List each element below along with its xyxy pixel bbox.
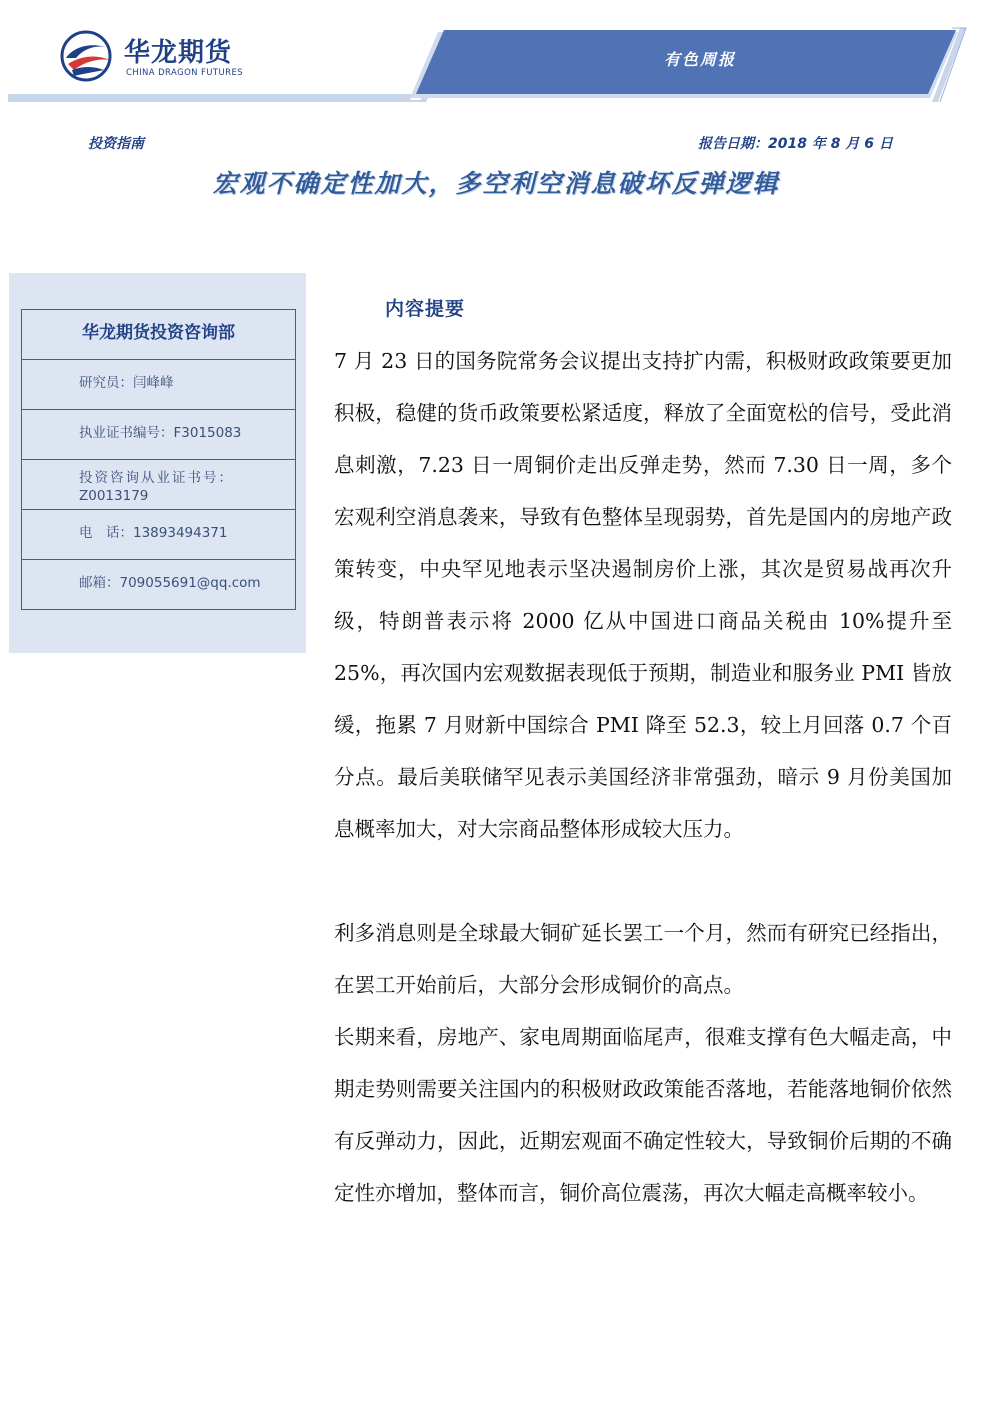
researcher-name: 研究员：闫峰峰 (79, 375, 174, 391)
department-name: 华龙期货投资咨询部 (82, 323, 235, 343)
summary-heading: 内容提要 (385, 298, 466, 320)
contact-info-table (21, 309, 296, 610)
consult-license-number: Z0013179 (79, 488, 149, 504)
consult-license (79, 460, 289, 505)
license-number: 执业证书编号：F3015083 (79, 425, 242, 441)
info-row-researcher (22, 359, 295, 409)
summary-paragraph-2: 利多消息则是全球最大铜矿延长罢工一个月，然而有研究已经指出，在罢工开始前后，大部分会形成铜价的高点。 (334, 921, 952, 997)
info-row-phone (22, 509, 295, 559)
summary-paragraph-1: 7 月 23 日的国务院常务会议提出支持扩内需，积极财政政策要更加积极，稳健的货币政策要松紧适度，释放了全面宽松的信号，受此消息刺激，7.23 日一周铜价走出反弹走势，然而 7.30 日一周，多个宏观利空消息袭来，导致有色整体呈现弱势，首先是国内的房地产政策转变，中央罕见地表示坚决遏制房价上涨，其次是贸易战再次升级，特朗普表示将 2000 亿从中国进口商品关税由 10%提升至 25%，再次国内宏观数据表现低于预期，制造业和服务业 PMI 皆放缓，拖累 7 月财新中国综合 PMI 降至 52.3，较上月回落 0.7 个百分点。最后美联储罕见表示美国经济非常强劲，暗示 9 月份美国加息概率加大，对大宗商品整体形成较大压力。 (334, 349, 952, 841)
info-row-heading (22, 310, 295, 359)
report-date: 报告日期：2018 年 8 月 6 日 (698, 136, 893, 152)
info-row-consult-license (22, 459, 295, 509)
category-label: 投资指南 (88, 136, 144, 152)
email-address: 邮箱：709055691@qq.com (79, 575, 261, 591)
summary-paragraph-3: 长期来看，房地产、家电周期面临尾声，很难支撑有色大幅走高，中期走势则需要关注国内的积极财政政策能否落地，若能落地铜价依然有反弹动力，因此，近期宏观面不确定性较大，导致铜价后期的不确定性亦增加，整体而言，铜价高位震荡，再次大幅走高概率较小。 (334, 1025, 952, 1205)
info-row-license (22, 409, 295, 459)
brand-name-en: CHINA DRAGON FUTURES (126, 68, 244, 78)
consult-license-label: 投资咨询从业证书号： (79, 470, 234, 486)
report-type-label: 有色周报 (663, 50, 736, 69)
company-logo (58, 28, 258, 84)
page-title: 宏观不确定性加大，多空利空消息破坏反弹逻辑 (212, 169, 780, 198)
brand-name-cn: 华龙期货 (124, 38, 233, 68)
phone-number: 电 话：13893494371 (79, 525, 228, 541)
dragon-logo-icon (58, 28, 118, 84)
info-row-email (22, 559, 295, 609)
